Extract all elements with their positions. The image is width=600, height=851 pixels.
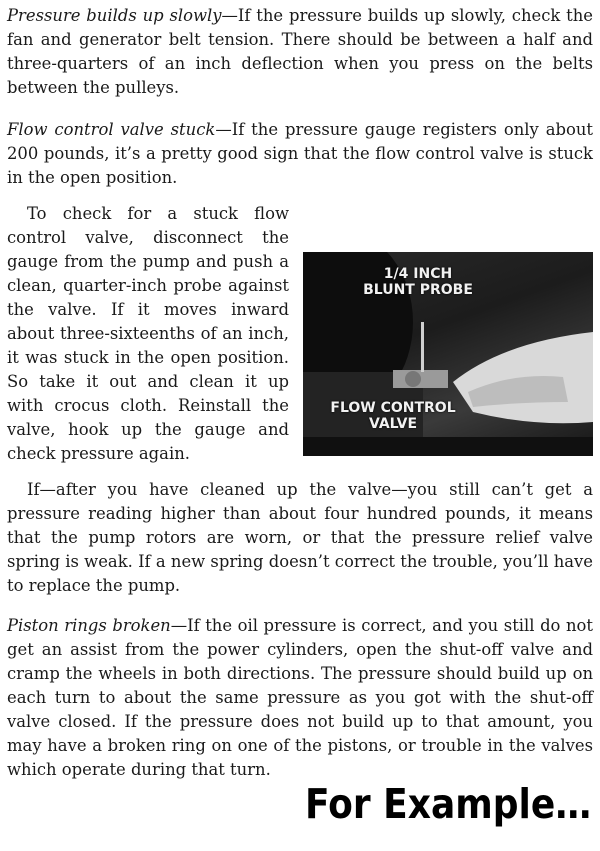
paragraph-stuck-valve-check [7, 202, 593, 466]
paragraph-body: —If the oil pressure is correct, and you still do not get an assist from the power cylinders, open the shut-off valve and cramp the wheels in both directions. The pressure should build up on each turn to about the same pressure as you got with the shut-off valve closed. If the pressure does not build up to that amount, you may have a broken ring on one of the pistons, or trouble in the valves which operate during that turn. [7, 616, 593, 779]
probe-photo [303, 252, 593, 456]
paragraph-body: To check for a stuck flow control valve, disconnect the gauge from the pump and push a clean, quarter-inch probe against the valve. If it moves inward about three-sixteenths of an inch, it was stuck in the open position. So take it out and clean it up with crocus cloth. Reinstall the valve, hook up the gauge and check pressure again. [7, 204, 289, 463]
paragraph-lead: Flow control valve stuck [7, 120, 216, 139]
paragraph-lead: Piston rings broken [7, 616, 171, 635]
paragraph-pump-rotors-worn [7, 478, 593, 598]
paragraph-flow-control-valve-stuck [7, 118, 593, 190]
probe-label: 1/4 INCH BLUNT PROBE [363, 266, 473, 298]
paragraph-lead: Pressure builds up slowly [7, 6, 222, 25]
paragraph-body: —If the pressure gauge registers only about 200 pounds, it’s a pretty good sign that the flow control valve is stuck in the open position. [7, 120, 594, 187]
paragraph-body: If—after you have cleaned up the valve—you still can’t get a pressure reading higher than about four hundred pounds, it means that the pump rotors are worn, or that the pressure relief valve spring is weak. If a new spring doesn’t correct the trouble, you’ll have to replace the pump. [7, 480, 593, 595]
paragraph-pressure-builds-slowly [7, 4, 593, 100]
paragraph-body: —If the pressure builds up slowly, check the fan and generator belt tension. There should be between a half and three-quarters of an inch deflection when you press on the belts between the pulleys. [7, 6, 593, 97]
valve-label: FLOW CONTROL VALVE [330, 400, 456, 432]
paragraph-piston-rings-broken [7, 614, 593, 782]
for-example-caption: For Example… [305, 781, 592, 829]
